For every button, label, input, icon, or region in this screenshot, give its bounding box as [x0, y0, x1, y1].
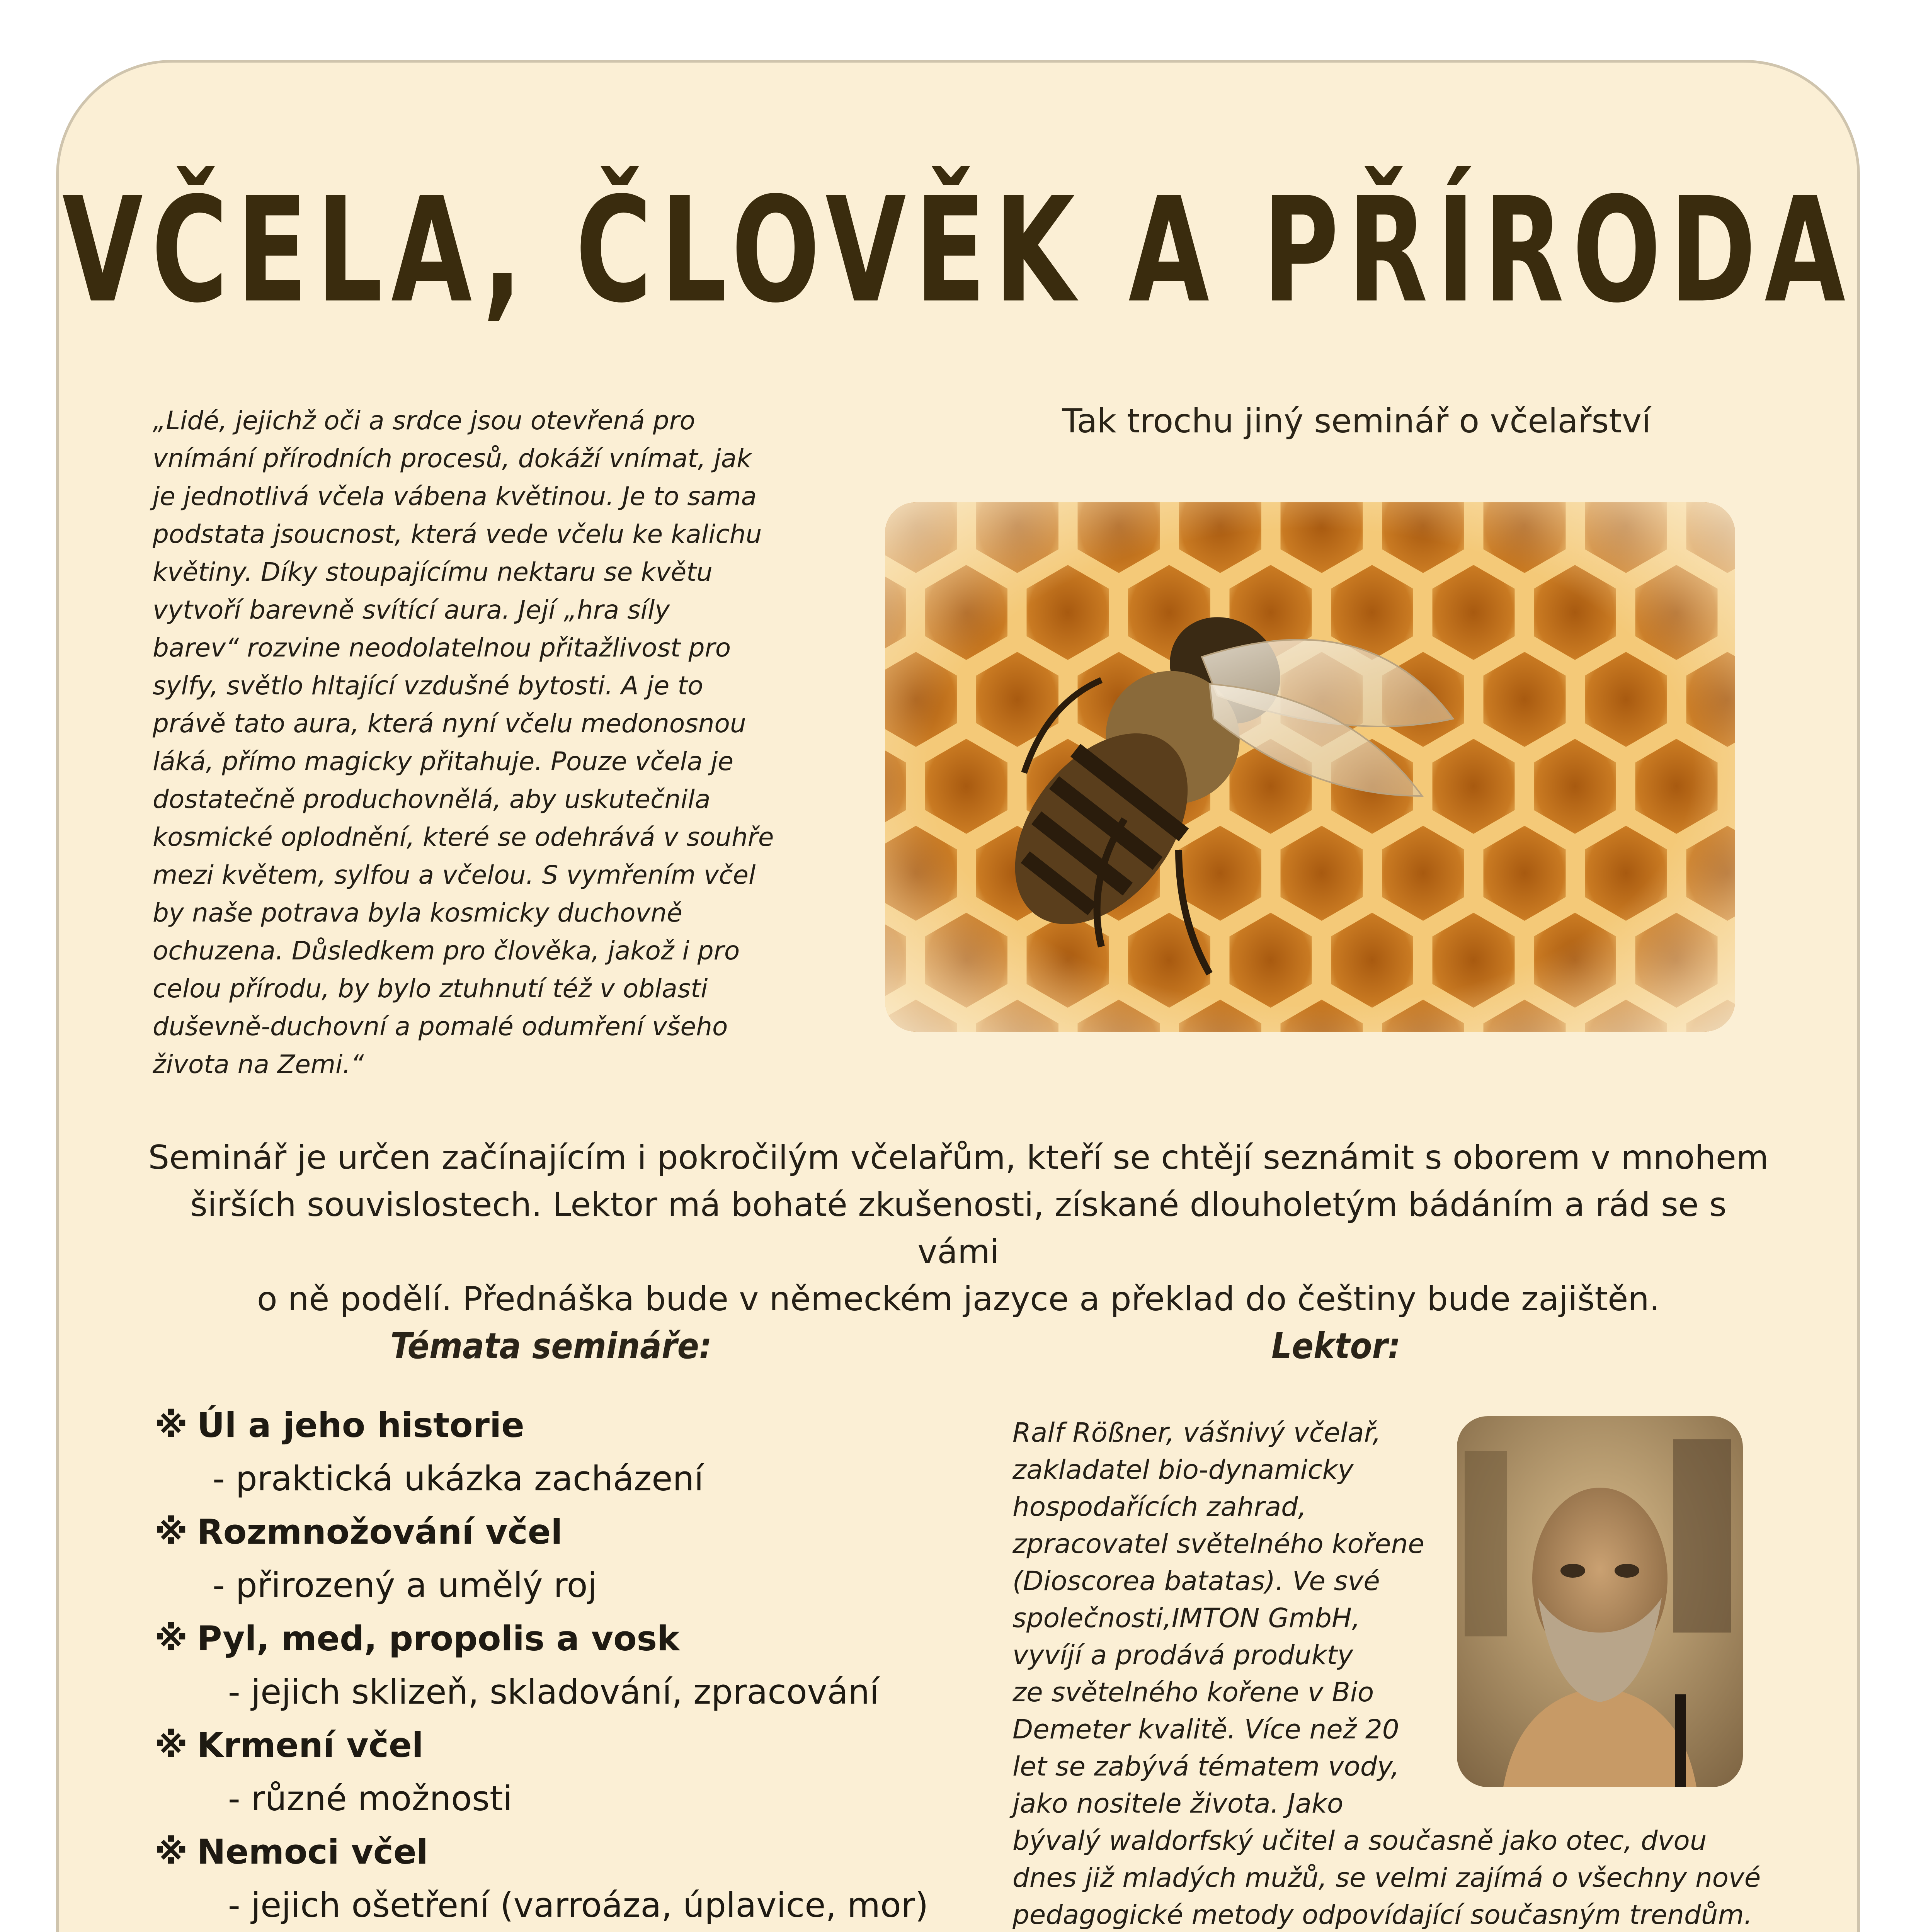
- lektor-line: pedagogické metody odpovídající současným trendům.: [1012, 1900, 1753, 1930]
- subtitle: Tak trochu jiný seminář o včelařství: [1062, 402, 1651, 440]
- quote-line: sylfy, světlo hltající vzdušné bytosti. A je to: [153, 671, 703, 701]
- topic-title: Krmení včel: [197, 1725, 424, 1765]
- intro-line: Seminář je určen začínajícím i pokročilým včelařům, kteří se chtějí seznámit s oborem v mnohem: [148, 1138, 1769, 1177]
- quote-line: duševně-duchovní a pomalé odumření všeho: [153, 1012, 728, 1041]
- lektor-line: zpracovatel světelného kořene: [1012, 1529, 1424, 1560]
- quote-line: je jednotlivá včela vábena květinou. Je to sama: [153, 481, 757, 511]
- topic-item: [155, 1825, 966, 1879]
- lektor-description: [1012, 1414, 1770, 1932]
- bullet-icon: ※: [155, 1725, 188, 1765]
- topics-heading: Témata semináře:: [390, 1325, 712, 1367]
- intro-paragraph: [147, 1134, 1770, 1323]
- topic-title: Nemoci včel: [197, 1832, 428, 1872]
- intro-line: o ně podělí. Přednáška bude v německém jazyce a překlad do češtiny bude zajištěn.: [257, 1280, 1660, 1318]
- quote-line: vnímání přírodních procesů, dokáží vnímat, jak: [153, 444, 752, 473]
- page-title: VČELA, ČLOVĚK A PŘÍRODA: [62, 166, 1854, 335]
- quote-line: ochuzena. Důsledkem pro člověka, jakož i pro: [153, 936, 740, 966]
- lektor-line: společnosti,IMTON GmbH,: [1012, 1603, 1360, 1634]
- quote-line: květiny. Díky stoupajícímu nektaru se květu: [153, 557, 713, 587]
- lektor-line: zakladatel bio-dynamicky: [1012, 1454, 1354, 1485]
- topic-detail: - různé možnosti: [228, 1779, 512, 1818]
- lektor-line: bývalý waldorfský učitel a současně jako otec, dvou: [1012, 1825, 1707, 1856]
- quote-line: „Lidé, jejichž oči a srdce jsou otevřená pro: [153, 406, 696, 435]
- bee-photo: [885, 502, 1735, 1032]
- topics-list: [155, 1399, 966, 1932]
- lektor-line: ze světelného kořene v Bio: [1012, 1677, 1374, 1708]
- intro-line: širších souvislostech. Lektor má bohaté zkušenosti, získané dlouholetým bádáním a rád se s vámi: [190, 1185, 1727, 1271]
- lektor-line: hospodařících zahrad,: [1012, 1492, 1307, 1522]
- quote-line: podstata jsoucnost, která vede včelu ke kalichu: [153, 519, 762, 549]
- quote-line: by naše potrava byla kosmicky duchovně: [153, 898, 682, 928]
- lektor-heading: Lektor:: [1271, 1325, 1401, 1367]
- quote-line: života na Zemi.“: [153, 1049, 364, 1079]
- topic-item: [155, 1719, 966, 1772]
- lektor-line: dnes již mladých mužů, se velmi zajímá o všechny nové: [1012, 1862, 1761, 1893]
- topic-item: [155, 1612, 966, 1665]
- topic-title: Rozmnožování včel: [197, 1512, 563, 1552]
- bullet-icon: ※: [155, 1405, 188, 1445]
- lektor-line: jako nositele života. Jako: [1012, 1788, 1344, 1819]
- topic-item: [155, 1399, 966, 1452]
- topic-detail: - praktická ukázka zacházení: [213, 1459, 704, 1498]
- bullet-icon: ※: [155, 1619, 188, 1658]
- bullet-icon: ※: [155, 1832, 188, 1872]
- topic-item: [155, 1505, 966, 1559]
- topic-detail: - jejich sklizeň, skladování, zpracování: [228, 1672, 879, 1712]
- bullet-icon: ※: [155, 1512, 188, 1552]
- topic-detail: - jejich ošetření (varroáza, úplavice, mor): [228, 1885, 929, 1925]
- quote-line: vytvoří barevně svítící aura. Její „hra síly: [153, 595, 670, 625]
- lektor-line: let se zabývá tématem vody,: [1012, 1751, 1400, 1782]
- topic-title: Pyl, med, propolis a vosk: [197, 1619, 680, 1658]
- quote-line: láká, přímo magicky přitahuje. Pouze včela je: [153, 747, 734, 776]
- topic-detail: - přirozený a umělý roj: [213, 1565, 597, 1605]
- quote-line: mezi květem, sylfou a včelou. S vymřením včel: [153, 860, 756, 890]
- lektor-line: Demeter kvalitě. Více než 20: [1012, 1714, 1399, 1745]
- quote-block: [153, 402, 798, 1083]
- quote-line: právě tato aura, která nyní včelu medonosnou: [153, 709, 746, 738]
- quote-line: dostatečně produchovnělá, aby uskutečnila: [153, 784, 711, 814]
- bee-honeycomb-image: [885, 502, 1735, 1032]
- lektor-line: vyvíjí a prodává produkty: [1012, 1640, 1353, 1671]
- quote-line: celou přírodu, by bylo ztuhnutí též v oblasti: [153, 974, 708, 1003]
- topic-title: Úl a jeho historie: [197, 1405, 524, 1445]
- quote-line: kosmické oplodnění, které se odehrává v souhře: [153, 822, 774, 852]
- lektor-line: Ralf Rößner, vášnivý včelař,: [1012, 1417, 1381, 1448]
- lektor-line: (Dioscorea batatas). Ve své: [1012, 1566, 1380, 1597]
- quote-line: barev“ rozvine neodolatelnou přitažlivost pro: [153, 633, 731, 663]
